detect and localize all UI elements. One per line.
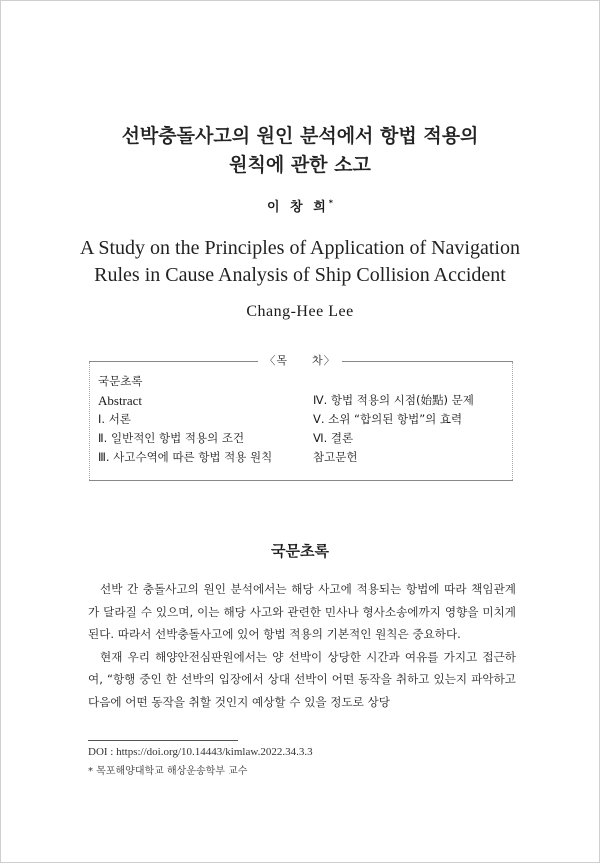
toc-item-introduction[interactable]: Ⅰ. 서론 <box>98 412 131 426</box>
toc-item-starting-point[interactable]: Ⅳ. 항법 적용의 시점(始點) 문제 <box>313 393 474 407</box>
english-title-line-2: Rules in Cause Analysis of Ship Collision Accident <box>94 264 506 286</box>
toc-item-abstract[interactable]: Abstract <box>98 393 143 408</box>
korean-author <box>0 196 600 215</box>
toc-item-conclusion[interactable]: Ⅵ. 결론 <box>313 431 354 445</box>
korean-title-line-1: 선박충돌사고의 원인 분석에서 항법 적용의 <box>121 125 479 147</box>
toc-item-korean-abstract[interactable]: 국문초록 <box>98 374 143 388</box>
toc-heading <box>0 352 600 368</box>
doi-footnote[interactable]: DOI : https://doi.org/10.14443/kimlaw.2022.34.3.3 <box>88 746 313 758</box>
korean-title-line-2: 원칙에 관한 소고 <box>229 154 371 176</box>
korean-author-name: 이 창 희 <box>267 200 329 215</box>
author-footnote-mark[interactable]: * <box>328 198 333 208</box>
toc-item-accident-waters[interactable]: Ⅲ. 사고수역에 따른 항법 적용 원칙 <box>98 450 273 464</box>
english-title-line-1: A Study on the Principles of Application of Navigation <box>80 237 520 259</box>
toc-heading-label: 〈목 차〉 <box>258 354 341 367</box>
abstract-paragraph-1: 선박 간 충돌사고의 원인 분석에서는 해당 사고에 적용되는 항법에 따라 책임관계가 달라질 수 있으며, 이는 해당 사고와 관련한 민사나 형사소송에까지 영향을 미치게 된다. 따라서 선박충돌사고에 있어 항법 적용의 기본적인 원칙은 중요하다. <box>88 582 516 641</box>
toc-item-references[interactable]: 참고문헌 <box>313 450 358 464</box>
english-author: Chang-Hee Lee <box>246 303 354 320</box>
section-title-korean-abstract: 국문초록 <box>271 542 329 560</box>
author-affiliation-footnote: * 목포해양대학교 해상운송학부 교수 <box>88 766 248 777</box>
toc-item-general-conditions[interactable]: Ⅱ. 일반적인 항법 적용의 조건 <box>98 431 245 445</box>
abstract-paragraph-2: 현재 우리 해양안전심판원에서는 양 선박이 상당한 시간과 여유를 가지고 접근하여, “항행 중인 한 선박의 입장에서 상대 선박이 어떤 동작을 취하고 있는지 파악하고 다음에 어떤 동작을 취할 것인지 예상할 수 있을 정도로 상당 <box>88 649 516 709</box>
toc-left-column <box>98 372 272 467</box>
abstract-body <box>88 578 516 713</box>
toc-item-agreed-rules[interactable]: Ⅴ. 소위 “합의된 항법”의 효력 <box>313 412 463 426</box>
toc-right-column <box>313 391 474 467</box>
footnote-divider <box>88 740 238 741</box>
